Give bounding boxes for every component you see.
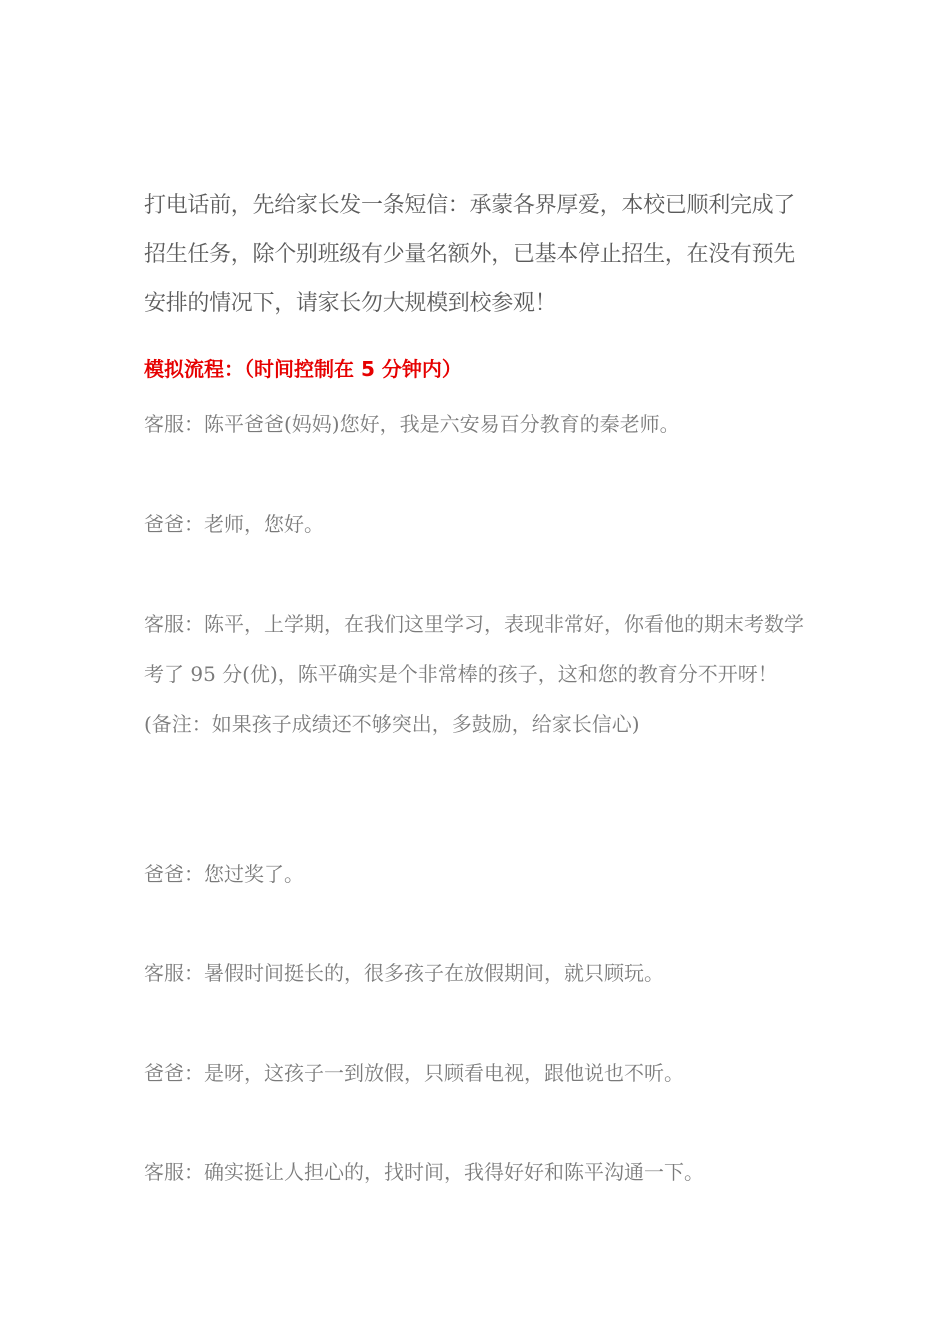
dialogue-line: 客服：暑假时间挺长的，很多孩子在放假期间，就只顾玩。	[144, 961, 664, 985]
dialogue-line: 客服：陈平爸爸(妈妈)您好，我是六安易百分教育的秦老师。	[144, 412, 680, 436]
dialogue-line: 客服：陈平，上学期，在我们这里学习，表现非常好，你看他的期末考数学考了 95 分(优)，陈平确实是个非常棒的孩子，这和您的教育分不开呀！(备注：如果孩子成绩还不够突出，多鼓励，给家长信心)	[144, 612, 804, 736]
dialogue-line: 爸爸：老师，您好。	[144, 512, 324, 536]
dialogue-line: 爸爸：您过奖了。	[144, 862, 304, 886]
dialogue-line: 客服：确实挺让人担心的，找时间，我得好好和陈平沟通一下。	[144, 1160, 704, 1184]
section-heading: 模拟流程：（时间控制在 5 分钟内）	[144, 357, 462, 381]
dialogue-line: 爸爸：是呀，这孩子一到放假，只顾看电视，跟他说也不听。	[144, 1061, 684, 1085]
intro-paragraph: 打电话前，先给家长发一条短信：承蒙各界厚爱，本校已顺利完成了招生任务，除个别班级有少量名额外，已基本停止招生，在没有预先安排的情况下，请家长勿大规模到校参观！	[144, 193, 796, 316]
